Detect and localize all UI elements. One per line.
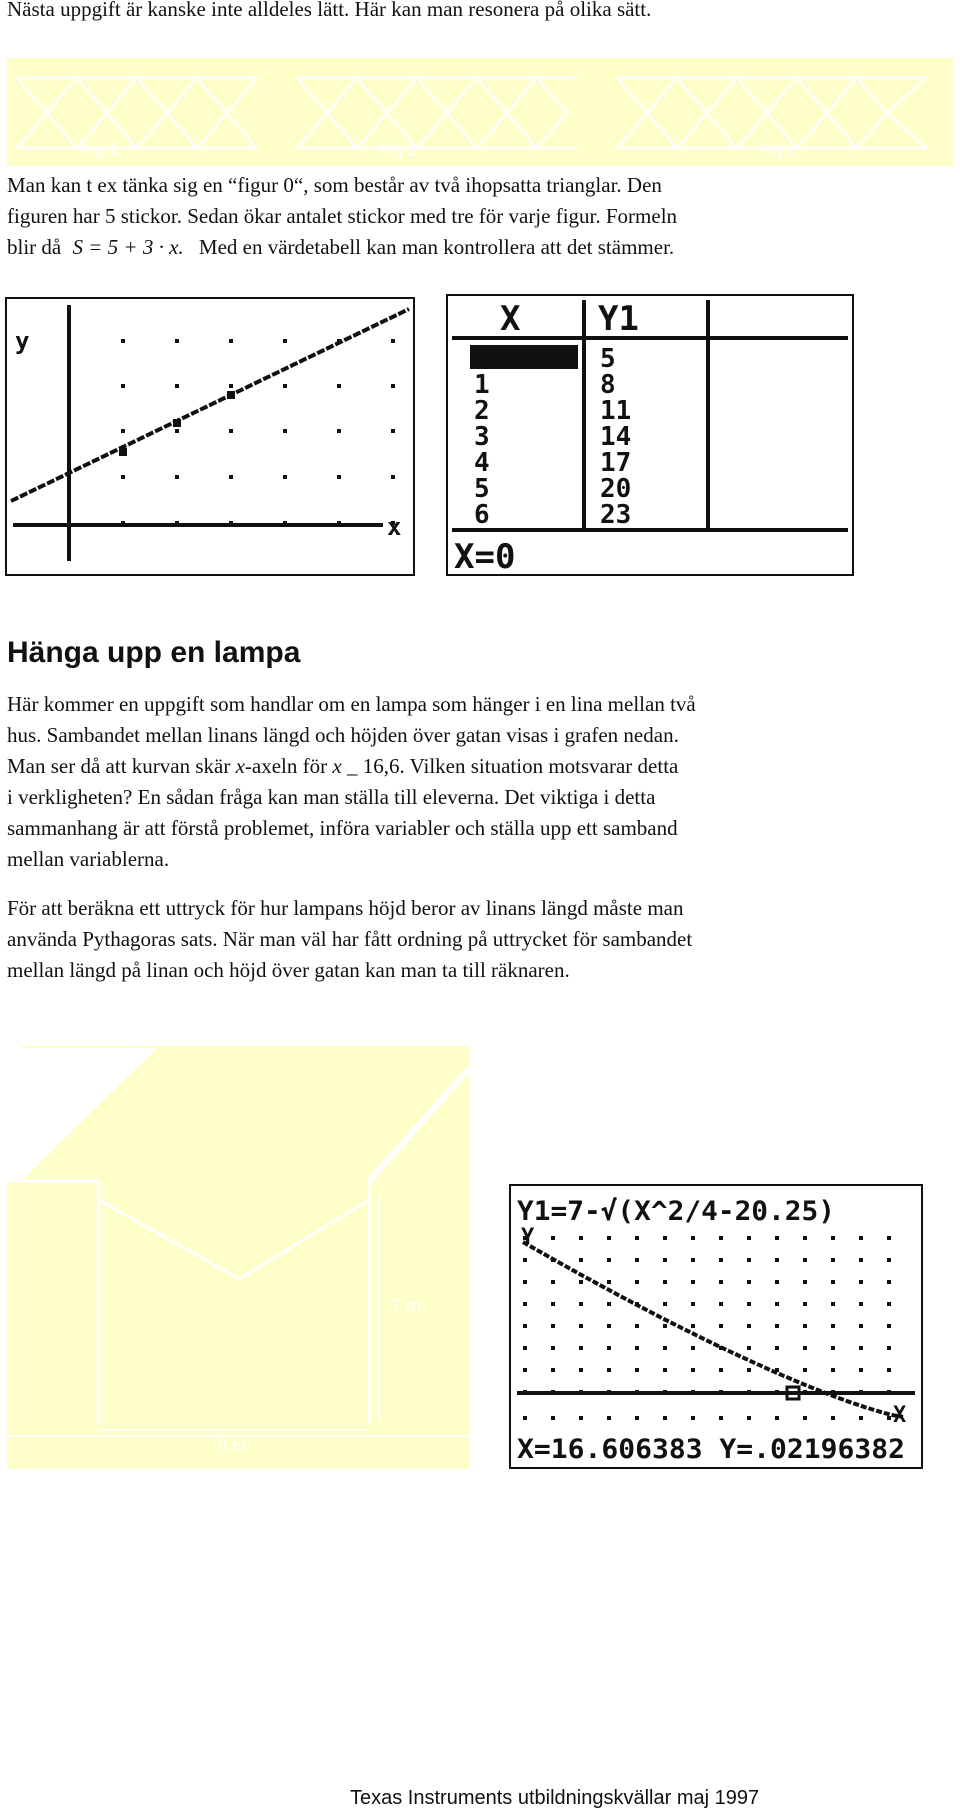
- point-mark: [173, 419, 181, 427]
- grid-dot: [803, 1302, 807, 1306]
- para2-line3-b: -axeln för: [244, 754, 328, 778]
- grid-dot: [747, 1236, 751, 1240]
- grid-dot: [607, 1368, 611, 1372]
- grid-dot: [663, 1346, 667, 1350]
- grid-dot: [747, 1302, 751, 1306]
- grid-dot: [719, 1302, 723, 1306]
- paragraph-lampa: [7, 689, 947, 875]
- table-cell-y1: 14: [600, 422, 632, 452]
- grid-dot: [337, 384, 341, 388]
- grid-dot: [607, 1416, 611, 1420]
- table-cell-x: 1: [474, 370, 490, 400]
- point-mark: [119, 448, 127, 456]
- grid-dot: [337, 429, 341, 433]
- grid-dot: [579, 1368, 583, 1372]
- grid-dot: [775, 1346, 779, 1350]
- grid-dot: [831, 1346, 835, 1350]
- grid-dot: [719, 1324, 723, 1328]
- grid-dot: [663, 1324, 667, 1328]
- grid-dot: [719, 1416, 723, 1420]
- grid-dot: [121, 429, 125, 433]
- grid-dot: [859, 1368, 863, 1372]
- para2-line5: sammanhang är att förstå problemet, införa variabler och ställa upp ett samband: [7, 816, 678, 840]
- grid-dot: [175, 429, 179, 433]
- table-cell-y1: 5: [600, 344, 616, 374]
- grid-dot: [283, 384, 287, 388]
- formula: S = 5 + 3 · x.: [72, 235, 184, 259]
- grid-dot: [635, 1416, 639, 1420]
- grid-dot: [831, 1280, 835, 1284]
- table-cell-x[interactable]: 0: [474, 344, 490, 374]
- grid-dot: [523, 1280, 527, 1284]
- grid-dot: [391, 339, 395, 343]
- para1-line2: figuren har 5 stickor. Sedan ökar antalet stickor med tre för varje figur. Formeln: [7, 204, 678, 228]
- table-cell-x: 6: [474, 500, 490, 530]
- x-axis-label: x: [387, 513, 402, 541]
- grid-dot: [747, 1258, 751, 1262]
- grid-dot: [121, 475, 125, 479]
- para2-line3-c: _ 16,6. Vilken situation motsvarar detta: [346, 754, 679, 778]
- grid-dot: [775, 1280, 779, 1284]
- para3-line3: mellan längd på linan och höjd över gatan kan man ta till räknaren.: [7, 958, 570, 982]
- table-cell-x: 3: [474, 422, 490, 452]
- section-heading: Hänga upp en lampa: [7, 636, 301, 669]
- grid-dot: [887, 1258, 891, 1262]
- grid-dot: [523, 1416, 527, 1420]
- grid-dot: [803, 1280, 807, 1284]
- para2-line1: Här kommer en uppgift som handlar om en lampa som hänger i en lina mellan två: [7, 692, 696, 716]
- grid-dot: [719, 1280, 723, 1284]
- grid-dot: [747, 1416, 751, 1420]
- paragraph-pythagoras: [7, 893, 947, 986]
- table-cell-y1: 8: [600, 370, 616, 400]
- grid-dot: [859, 1236, 863, 1240]
- para1-line1: Man kan t ex tänka sig en “figur 0“, som består av två ihopsatta trianglar. Den: [7, 173, 662, 197]
- grid-dot: [579, 1346, 583, 1350]
- grid-dot: [635, 1324, 639, 1328]
- table-footer-readout: X=0: [454, 537, 516, 574]
- trace-readout: X=16.606383 Y=.02196382: [517, 1434, 905, 1465]
- para2-line6: mellan variablerna.: [7, 847, 170, 871]
- calculator-graph-screen-1: [5, 297, 415, 576]
- grid-dot: [747, 1346, 751, 1350]
- grid-dot: [831, 1236, 835, 1240]
- table-cell-y1: 11: [600, 396, 632, 426]
- grid-dot: [663, 1368, 667, 1372]
- linear-graph: [7, 299, 413, 574]
- grid-dot: [551, 1324, 555, 1328]
- table-cell-y1: 23: [600, 500, 632, 530]
- grid-dot: [691, 1324, 695, 1328]
- para1-line3: [7, 232, 947, 263]
- table-cell-y1: 17: [600, 448, 632, 478]
- variable-x: x: [235, 754, 245, 778]
- grid-dot: [579, 1280, 583, 1284]
- table-cell-x: 4: [474, 448, 490, 478]
- grid-dot: [887, 1324, 891, 1328]
- paragraph-figur0: [7, 170, 947, 263]
- grid-dot: [283, 475, 287, 479]
- calculator-graph-screen-2: [509, 1184, 923, 1469]
- grid-dot: [551, 1302, 555, 1306]
- grid-dot: [719, 1258, 723, 1262]
- lamp-drawing: [7, 1044, 475, 1469]
- para3-line2: använda Pythagoras sats. När man väl har fått ordning på uttrycket för sambandet: [7, 927, 693, 951]
- grid-dot: [635, 1346, 639, 1350]
- grid-dot: [803, 1346, 807, 1350]
- grid-dot: [831, 1302, 835, 1306]
- grid-dot: [551, 1368, 555, 1372]
- grid-dot: [803, 1324, 807, 1328]
- grid-dot: [391, 429, 395, 433]
- point-mark: [227, 391, 235, 399]
- grid-dot: [663, 1416, 667, 1420]
- grid-dot: [691, 1416, 695, 1420]
- grid-dot: [691, 1368, 695, 1372]
- grid-dot: [775, 1258, 779, 1262]
- grid-dot: [391, 384, 395, 388]
- grid-dot: [523, 1302, 527, 1306]
- grid-dot: [579, 1258, 583, 1262]
- calculator-table-screen: [446, 294, 854, 576]
- grid-dot: [635, 1280, 639, 1284]
- lamp-figure: [7, 1044, 475, 1469]
- fig-2-label: Fig 2: [379, 140, 417, 159]
- grid-dot: [803, 1368, 807, 1372]
- para1-line3-suffix: Med en värdetabell kan man kontrollera att det stämmer.: [198, 235, 675, 259]
- grid-dot: [283, 429, 287, 433]
- grid-dot: [859, 1346, 863, 1350]
- table-cell-y1: 20: [600, 474, 632, 504]
- grid-dot: [887, 1280, 891, 1284]
- grid-dot: [663, 1236, 667, 1240]
- grid-dot: [175, 475, 179, 479]
- grid-dot: [607, 1258, 611, 1262]
- grid-dot: [337, 475, 341, 479]
- fig-3-label: Fig 3: [759, 140, 797, 159]
- lamp-height-graph: [511, 1186, 921, 1467]
- grid-dot: [229, 475, 233, 479]
- grid-dot: [719, 1236, 723, 1240]
- grid-dot: [607, 1324, 611, 1328]
- grid-dot: [859, 1302, 863, 1306]
- grid-dot: [663, 1280, 667, 1284]
- table-cell-x: 2: [474, 396, 490, 426]
- grid-dot: [803, 1258, 807, 1262]
- graph-equation: Y1=7-√(X^2/4-20.25): [517, 1196, 835, 1227]
- grid-dot: [607, 1236, 611, 1240]
- grid-dot: [551, 1280, 555, 1284]
- grid-dot: [635, 1258, 639, 1262]
- grid-dot: [579, 1236, 583, 1240]
- stick-figures-drawing: [7, 58, 953, 166]
- grid-dot: [859, 1258, 863, 1262]
- grid-dot: [579, 1324, 583, 1328]
- figures-banner: [7, 58, 953, 166]
- height-label: 7 m: [391, 1296, 422, 1316]
- para2-line3: [7, 751, 947, 782]
- grid-dot: [775, 1416, 779, 1420]
- grid-dot: [747, 1280, 751, 1284]
- para2-line4: i verkligheten? En sådan fråga kan man ställa till eleverna. Det viktiga i detta: [7, 785, 656, 809]
- variable-x-2: x: [332, 754, 342, 778]
- grid-dot: [691, 1346, 695, 1350]
- grid-dot: [551, 1236, 555, 1240]
- grid-dot: [607, 1302, 611, 1306]
- y-axis-label: Y: [521, 1225, 535, 1250]
- grid-dot: [859, 1416, 863, 1420]
- grid-dot: [831, 1416, 835, 1420]
- grid-dot: [607, 1346, 611, 1350]
- intro-line: Nästa uppgift är kanske inte alldeles lätt. Här kan man resonera på olika sätt.: [7, 0, 652, 21]
- grid-dot: [283, 339, 287, 343]
- grid-dot: [523, 1346, 527, 1350]
- table-header-y1: Y1: [598, 299, 639, 339]
- grid-dot: [803, 1236, 807, 1240]
- grid-dot: [663, 1258, 667, 1262]
- grid-dot: [859, 1280, 863, 1284]
- grid-dot: [887, 1302, 891, 1306]
- grid-dot: [691, 1302, 695, 1306]
- grid-dot: [887, 1236, 891, 1240]
- grid-dot: [887, 1416, 891, 1420]
- grid-dot: [831, 1368, 835, 1372]
- grid-dot: [229, 339, 233, 343]
- grid-dot: [635, 1236, 639, 1240]
- grid-dot: [691, 1280, 695, 1284]
- grid-dot: [391, 475, 395, 479]
- para2-line2: hus. Sambandet mellan linans längd och höjden över gatan visas i grafen nedan.: [7, 723, 679, 747]
- grid-dot: [859, 1324, 863, 1328]
- para3-line1: För att beräkna ett uttryck för hur lampans höjd beror av linans längd måste man: [7, 896, 684, 920]
- x-axis-label: X: [893, 1403, 907, 1428]
- grid-dot: [175, 339, 179, 343]
- grid-dot: [719, 1368, 723, 1372]
- grid-dot: [831, 1258, 835, 1262]
- grid-dot: [831, 1324, 835, 1328]
- width-label: 9 m: [217, 1436, 248, 1456]
- fig-1-label: Fig 1: [81, 140, 119, 159]
- grid-dot: [579, 1302, 583, 1306]
- grid-dot: [523, 1324, 527, 1328]
- grid-dot: [175, 384, 179, 388]
- grid-dot: [691, 1236, 695, 1240]
- page-footer: Texas Instruments utbildningskvällar maj 1997: [350, 1787, 760, 1809]
- grid-dot: [229, 429, 233, 433]
- grid-dot: [523, 1368, 527, 1372]
- grid-dot: [803, 1416, 807, 1420]
- grid-dot: [747, 1324, 751, 1328]
- grid-dot: [121, 339, 125, 343]
- grid-dot: [579, 1416, 583, 1420]
- grid-dot: [635, 1368, 639, 1372]
- grid-dot: [551, 1416, 555, 1420]
- grid-dot: [523, 1258, 527, 1262]
- grid-dot: [887, 1368, 891, 1372]
- grid-dot: [887, 1346, 891, 1350]
- grid-dot: [775, 1324, 779, 1328]
- grid-dot: [229, 384, 233, 388]
- value-table: [448, 296, 852, 574]
- grid-dot: [663, 1302, 667, 1306]
- grid-dot: [607, 1280, 611, 1284]
- para2-line3-a: Man ser då att kurvan skär: [7, 754, 231, 778]
- table-header-x: X: [500, 299, 521, 339]
- grid-dot: [775, 1302, 779, 1306]
- table-cell-x: 5: [474, 474, 490, 504]
- grid-dot: [747, 1368, 751, 1372]
- y-axis-label: y: [15, 327, 30, 355]
- grid-dot: [551, 1346, 555, 1350]
- grid-dot: [775, 1236, 779, 1240]
- grid-dot: [691, 1258, 695, 1262]
- grid-dot: [121, 384, 125, 388]
- para1-line3-prefix: blir då: [7, 235, 62, 259]
